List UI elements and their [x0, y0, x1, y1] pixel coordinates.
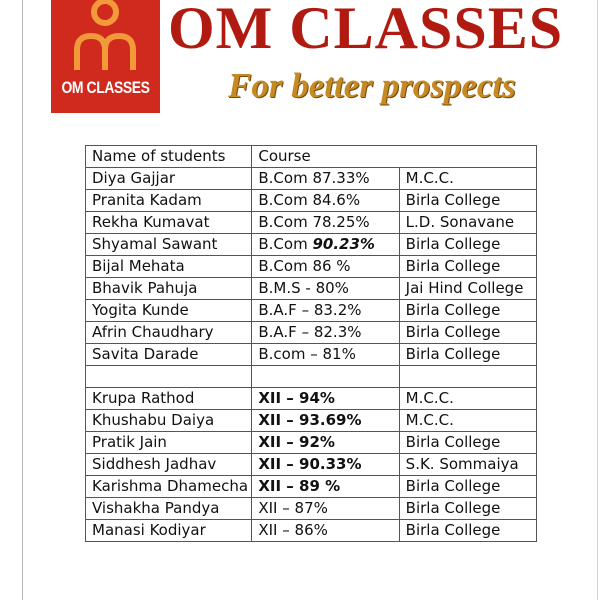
results-table: [85, 145, 537, 542]
student-name: Rekha Kumavat: [92, 213, 210, 231]
student-name-cell: [86, 300, 252, 322]
course-score: XII – 89 %: [258, 477, 341, 495]
spacer-row: [86, 366, 537, 388]
course-score: XII – 86%: [258, 521, 328, 539]
college-name: Birla College: [405, 433, 501, 451]
table-row: [86, 520, 537, 542]
student-name-cell: [86, 256, 252, 278]
college-name: S.K. Sommaiya: [405, 455, 519, 473]
college-name: Jai Hind College: [405, 279, 524, 297]
course-cell: [252, 190, 399, 212]
course-score: B.M.S - 80%: [258, 279, 349, 297]
student-name-cell: [86, 520, 252, 542]
student-name-cell: [86, 476, 252, 498]
course-score: B.Com 84.6%: [258, 191, 361, 209]
student-name-cell: [86, 168, 252, 190]
table-row: [86, 278, 537, 300]
course-score: B.A.F – 82.3%: [258, 323, 362, 341]
student-name: Bijal Mehata: [92, 257, 185, 275]
course-cell: [252, 278, 399, 300]
college-cell: [399, 212, 536, 234]
college-cell: [399, 454, 536, 476]
spacer-cell: [399, 366, 536, 388]
college-name: Birla College: [405, 345, 501, 363]
table-row: [86, 476, 537, 498]
student-name: Krupa Rathod: [92, 389, 195, 407]
college-cell: [399, 278, 536, 300]
header-name-cell: [86, 146, 252, 168]
college-name: M.C.C.: [405, 411, 454, 429]
student-name: Pranita Kadam: [92, 191, 202, 209]
college-cell: [399, 476, 536, 498]
student-name-cell: [86, 388, 252, 410]
student-name-cell: [86, 498, 252, 520]
college-name: M.C.C.: [405, 389, 454, 407]
college-cell: [399, 388, 536, 410]
student-name: Yogita Kunde: [92, 301, 189, 319]
page-border-left: [22, 0, 23, 600]
student-name: Khushabu Daiya: [92, 411, 215, 429]
header-name: Name of students: [92, 147, 226, 165]
header-course: Course: [258, 147, 311, 165]
college-cell: [399, 498, 536, 520]
course-cell: [252, 498, 399, 520]
course-cell: [252, 432, 399, 454]
student-name-cell: [86, 454, 252, 476]
college-cell: [399, 300, 536, 322]
college-cell: [399, 234, 536, 256]
course-score: XII – 94%: [258, 389, 335, 407]
course-score: XII – 93.69%: [258, 411, 362, 429]
course-score: B.A.F – 83.2%: [258, 301, 362, 319]
table-row: [86, 454, 537, 476]
table-row: [86, 168, 537, 190]
table-row: [86, 300, 537, 322]
tagline: For better prospects: [228, 66, 516, 105]
student-name: Bhavik Pahuja: [92, 279, 198, 297]
college-name: Birla College: [405, 499, 501, 517]
college-name: Birla College: [405, 323, 501, 341]
student-name: Savita Darade: [92, 345, 199, 363]
header-course-cell: [252, 146, 399, 168]
student-name: Manasi Kodiyar: [92, 521, 206, 539]
spacer-cell: [86, 366, 252, 388]
college-name: Birla College: [405, 235, 501, 253]
college-cell: [399, 344, 536, 366]
course-cell: [252, 388, 399, 410]
student-name: Pratik Jain: [92, 433, 167, 451]
course-cell: [252, 344, 399, 366]
course-cell: [252, 322, 399, 344]
course-score: B.Com 86 %: [258, 257, 351, 275]
course-score: XII – 90.33%: [258, 455, 362, 473]
table-row: [86, 234, 537, 256]
course-cell: [252, 212, 399, 234]
table-row: [86, 432, 537, 454]
table-row: [86, 212, 537, 234]
college-name: Birla College: [405, 191, 501, 209]
college-cell: [399, 410, 536, 432]
college-cell: [399, 520, 536, 542]
course-cell: [252, 454, 399, 476]
logo-text: OM CLASSES: [61, 78, 150, 97]
student-name-cell: [86, 212, 252, 234]
om-emblem-icon: [51, 0, 160, 80]
course-cell: [252, 168, 399, 190]
logo: [51, 0, 160, 113]
course-score: B.Com 87.33%: [258, 169, 370, 187]
course-score-highlight: 90.23%: [312, 235, 375, 253]
course-cell: [252, 234, 399, 256]
student-name-cell: [86, 234, 252, 256]
college-name: Birla College: [405, 257, 501, 275]
college-name: L.D. Sonavane: [405, 213, 515, 231]
course-cell: [252, 520, 399, 542]
student-name-cell: [86, 410, 252, 432]
student-name-cell: [86, 344, 252, 366]
course-score: B.Com: [258, 235, 313, 253]
student-name: Vishakha Pandya: [92, 499, 220, 517]
college-cell: [399, 168, 536, 190]
college-name: M.C.C.: [405, 169, 454, 187]
college-name: Birla College: [405, 301, 501, 319]
table-row: [86, 498, 537, 520]
table-row: [86, 388, 537, 410]
course-score: XII – 92%: [258, 433, 335, 451]
college-cell: [399, 432, 536, 454]
student-name: Diya Gajjar: [92, 169, 176, 187]
course-cell: [252, 300, 399, 322]
course-cell: [252, 256, 399, 278]
table-row: [86, 344, 537, 366]
course-cell: [252, 476, 399, 498]
course-score: B.com – 81%: [258, 345, 356, 363]
student-name-cell: [86, 322, 252, 344]
college-cell: [399, 256, 536, 278]
spacer-cell: [252, 366, 399, 388]
student-name: Siddhesh Jadhav: [92, 455, 217, 473]
student-name: Karishma Dhamecha: [92, 477, 249, 495]
header-blank-cell: [399, 146, 536, 168]
student-name-cell: [86, 432, 252, 454]
student-name-cell: [86, 190, 252, 212]
page-border-right: [597, 0, 598, 600]
college-name: Birla College: [405, 477, 501, 495]
student-name: Shyamal Sawant: [92, 235, 218, 253]
course-cell: [252, 410, 399, 432]
college-cell: [399, 190, 536, 212]
table-header-row: [86, 146, 537, 168]
college-cell: [399, 322, 536, 344]
student-name: Afrin Chaudhary: [92, 323, 214, 341]
table-row: [86, 410, 537, 432]
table-row: [86, 322, 537, 344]
college-name: Birla College: [405, 521, 501, 539]
course-score: XII – 87%: [258, 499, 328, 517]
table-row: [86, 256, 537, 278]
brand-title: OM CLASSES: [168, 0, 564, 61]
table-row: [86, 190, 537, 212]
course-score: B.Com 78.25%: [258, 213, 370, 231]
student-name-cell: [86, 278, 252, 300]
